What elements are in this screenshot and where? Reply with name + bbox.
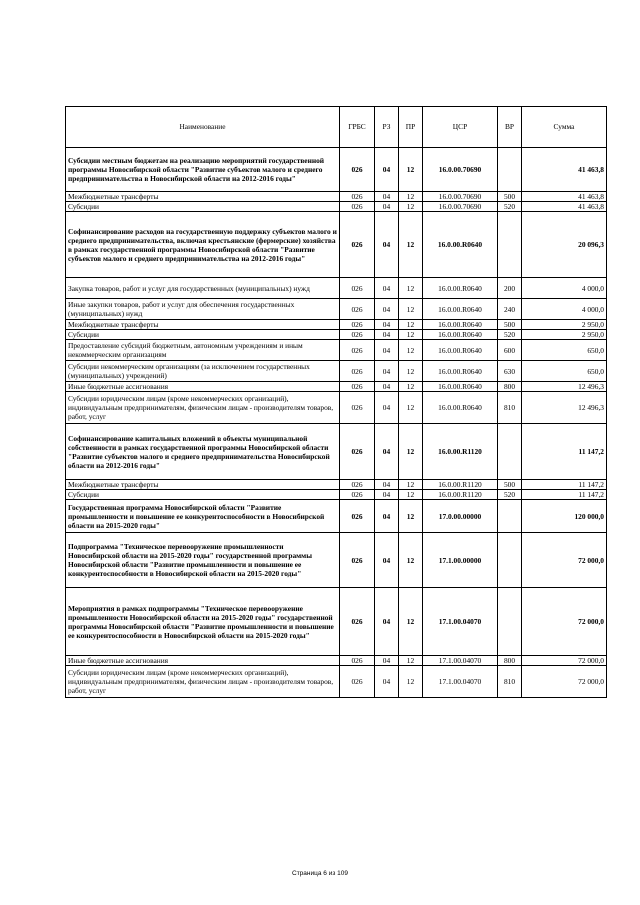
cell-rz: 04: [375, 340, 399, 361]
cell-pr: 12: [399, 340, 423, 361]
cell-name: Субсидии: [66, 202, 340, 212]
cell-csr: 16.0.00.R0640: [423, 212, 498, 278]
cell-csr: 16.0.00.R1120: [423, 490, 498, 500]
cell-grbs: 026: [340, 533, 375, 588]
cell-rz: 04: [375, 490, 399, 500]
cell-rz: 04: [375, 500, 399, 533]
cell-grbs: 026: [340, 278, 375, 299]
cell-rz: 04: [375, 480, 399, 490]
cell-grbs: 026: [340, 656, 375, 666]
cell-name: Иные закупки товаров, работ и услуг для обеспечения государственных (муниципальных) нужд: [66, 299, 340, 320]
cell-name: Софинансирование капитальных вложений в объекты муниципальной собственности в рамках государственной программы Новосибирской области "Развитие субъектов малого и среднего предпринимательства Новосибирской области на 2012-2016 годы": [66, 424, 340, 480]
table-row: [66, 533, 607, 588]
table-row: [66, 392, 607, 424]
cell-name: Межбюджетные трансферты: [66, 480, 340, 490]
cell-rz: 04: [375, 392, 399, 424]
table-row: [66, 212, 607, 278]
cell-rz: 04: [375, 666, 399, 698]
table-body: [66, 148, 607, 698]
table-row: [66, 192, 607, 202]
cell-sum: 4 000,0: [522, 299, 607, 320]
cell-sum: 2 950,0: [522, 330, 607, 340]
cell-pr: 12: [399, 148, 423, 192]
cell-name: Субсидии юридическим лицам (кроме некоммерческих организаций), индивидуальным предпринимателям, физическим лицам - производителям товаров, работ, услуг: [66, 666, 340, 698]
cell-pr: 12: [399, 192, 423, 202]
cell-name: Софинансирование расходов на государственную поддержку субъектов малого и среднего предпринимательства, включая крестьянские (фермерские) хозяйства в рамках государственной программы Новосибирской области "Развитие субъектов малого и среднего предпринимательства на 2012-2016 годы": [66, 212, 340, 278]
cell-csr: 16.0.00.R0640: [423, 299, 498, 320]
table-row: [66, 666, 607, 698]
cell-vr: 800: [498, 656, 522, 666]
cell-csr: 17.1.00.04070: [423, 656, 498, 666]
cell-rz: 04: [375, 361, 399, 382]
table-row: [66, 202, 607, 212]
cell-grbs: 026: [340, 382, 375, 392]
cell-sum: 72 000,0: [522, 666, 607, 698]
cell-csr: 17.1.00.04070: [423, 666, 498, 698]
cell-grbs: 026: [340, 490, 375, 500]
table-row: [66, 656, 607, 666]
cell-vr: 800: [498, 382, 522, 392]
cell-sum: 11 147,2: [522, 490, 607, 500]
cell-sum: 12 496,3: [522, 382, 607, 392]
cell-rz: 04: [375, 320, 399, 330]
cell-sum: 120 000,0: [522, 500, 607, 533]
cell-vr: [498, 500, 522, 533]
cell-pr: 12: [399, 666, 423, 698]
cell-pr: 12: [399, 500, 423, 533]
cell-grbs: 026: [340, 588, 375, 656]
cell-sum: 72 000,0: [522, 656, 607, 666]
table-row: [66, 490, 607, 500]
cell-csr: 16.0.00.R0640: [423, 361, 498, 382]
cell-grbs: 026: [340, 666, 375, 698]
cell-grbs: 026: [340, 392, 375, 424]
cell-rz: 04: [375, 656, 399, 666]
cell-vr: 810: [498, 392, 522, 424]
cell-grbs: 026: [340, 361, 375, 382]
table-row: [66, 480, 607, 490]
cell-csr: 16.0.00.70690: [423, 192, 498, 202]
cell-name: Иные бюджетные ассигнования: [66, 382, 340, 392]
table-row: [66, 278, 607, 299]
cell-vr: [498, 148, 522, 192]
cell-name: Межбюджетные трансферты: [66, 192, 340, 202]
cell-grbs: 026: [340, 299, 375, 320]
cell-grbs: 026: [340, 424, 375, 480]
cell-vr: 630: [498, 361, 522, 382]
table-row: [66, 588, 607, 656]
cell-rz: 04: [375, 202, 399, 212]
cell-name: Субсидии: [66, 330, 340, 340]
column-header-rz: РЗ: [375, 107, 399, 148]
column-header-grbs: ГРБС: [340, 107, 375, 148]
cell-grbs: 026: [340, 480, 375, 490]
cell-pr: 12: [399, 424, 423, 480]
cell-sum: 650,0: [522, 340, 607, 361]
cell-rz: 04: [375, 533, 399, 588]
cell-csr: 16.0.00.70690: [423, 148, 498, 192]
column-header-sum: Сумма: [522, 107, 607, 148]
table-row: [66, 148, 607, 192]
table-row: [66, 382, 607, 392]
cell-vr: [498, 424, 522, 480]
cell-vr: 520: [498, 330, 522, 340]
cell-rz: 04: [375, 424, 399, 480]
cell-vr: [498, 533, 522, 588]
cell-csr: 16.0.00.R0640: [423, 382, 498, 392]
table-row: [66, 299, 607, 320]
cell-pr: 12: [399, 588, 423, 656]
cell-sum: 11 147,2: [522, 480, 607, 490]
cell-name: Субсидии: [66, 490, 340, 500]
cell-pr: 12: [399, 320, 423, 330]
cell-sum: 4 000,0: [522, 278, 607, 299]
cell-vr: 500: [498, 192, 522, 202]
cell-csr: 17.0.00.00000: [423, 500, 498, 533]
cell-pr: 12: [399, 212, 423, 278]
cell-grbs: 026: [340, 320, 375, 330]
cell-pr: 12: [399, 490, 423, 500]
column-header-vr: ВР: [498, 107, 522, 148]
cell-rz: 04: [375, 588, 399, 656]
cell-csr: 17.1.00.04070: [423, 588, 498, 656]
cell-rz: 04: [375, 148, 399, 192]
cell-vr: 240: [498, 299, 522, 320]
cell-grbs: 026: [340, 212, 375, 278]
cell-sum: 650,0: [522, 361, 607, 382]
cell-pr: 12: [399, 202, 423, 212]
cell-vr: 500: [498, 320, 522, 330]
cell-name: Подпрограмма "Техническое перевооружение промышленности Новосибирской области на 2015-2020 годы" государственной программы Новосибирской области "Развитие промышленности и повышение ее конкурентоспособности в Новосибирской области на 2015-2020 годы": [66, 533, 340, 588]
cell-name: Иные бюджетные ассигнования: [66, 656, 340, 666]
cell-name: Субсидии некоммерческим организациям (за исключением государственных (муниципальных) учреждений): [66, 361, 340, 382]
cell-csr: 16.0.00.70690: [423, 202, 498, 212]
cell-pr: 12: [399, 533, 423, 588]
cell-grbs: 026: [340, 202, 375, 212]
cell-pr: 12: [399, 330, 423, 340]
cell-sum: 72 000,0: [522, 533, 607, 588]
cell-name: Межбюджетные трансферты: [66, 320, 340, 330]
cell-pr: 12: [399, 361, 423, 382]
cell-sum: 12 496,3: [522, 392, 607, 424]
cell-csr: 16.0.00.R1120: [423, 424, 498, 480]
cell-pr: 12: [399, 382, 423, 392]
cell-csr: 16.0.00.R0640: [423, 320, 498, 330]
cell-rz: 04: [375, 192, 399, 202]
cell-grbs: 026: [340, 330, 375, 340]
cell-rz: 04: [375, 278, 399, 299]
cell-csr: 16.0.00.R0640: [423, 278, 498, 299]
cell-pr: 12: [399, 480, 423, 490]
cell-name: Предоставление субсидий бюджетным, автономным учреждениям и иным некоммерческим организациям: [66, 340, 340, 361]
cell-vr: 200: [498, 278, 522, 299]
cell-pr: 12: [399, 299, 423, 320]
cell-sum: 72 000,0: [522, 588, 607, 656]
cell-name: Мероприятия в рамках подпрограммы "Техническое перевооружение промышленности Новосибирской области на 2015-2020 годы" государственной программы Новосибирской области "Развитие промышленности и повышение ее конкурентоспособности в Новосибирской области на 2015-2020 годы": [66, 588, 340, 656]
column-header-csr: ЦСР: [423, 107, 498, 148]
table-row: [66, 320, 607, 330]
cell-rz: 04: [375, 299, 399, 320]
cell-pr: 12: [399, 392, 423, 424]
cell-name: Государственная программа Новосибирской области "Развитие промышленности и повышение ее конкурентоспособности в Новосибирской области на 2015-2020 годы": [66, 500, 340, 533]
cell-sum: 41 463,8: [522, 202, 607, 212]
table-row: [66, 340, 607, 361]
cell-vr: 520: [498, 490, 522, 500]
cell-grbs: 026: [340, 500, 375, 533]
cell-vr: 600: [498, 340, 522, 361]
table-header-row: [66, 107, 607, 148]
cell-sum: 2 950,0: [522, 320, 607, 330]
cell-vr: [498, 588, 522, 656]
cell-grbs: 026: [340, 148, 375, 192]
cell-rz: 04: [375, 382, 399, 392]
cell-vr: 810: [498, 666, 522, 698]
cell-sum: 41 463,8: [522, 192, 607, 202]
cell-pr: 12: [399, 278, 423, 299]
column-header-name: Наименование: [66, 107, 340, 148]
table-row: [66, 361, 607, 382]
cell-csr: 16.0.00.R0640: [423, 392, 498, 424]
cell-csr: 16.0.00.R0640: [423, 340, 498, 361]
column-header-pr: ПР: [399, 107, 423, 148]
cell-vr: 520: [498, 202, 522, 212]
cell-rz: 04: [375, 212, 399, 278]
table-row: [66, 424, 607, 480]
cell-vr: 500: [498, 480, 522, 490]
cell-csr: 16.0.00.R1120: [423, 480, 498, 490]
cell-vr: [498, 212, 522, 278]
cell-sum: 41 463,8: [522, 148, 607, 192]
cell-pr: 12: [399, 656, 423, 666]
cell-csr: 17.1.00.00000: [423, 533, 498, 588]
table-row: [66, 330, 607, 340]
cell-grbs: 026: [340, 192, 375, 202]
cell-csr: 16.0.00.R0640: [423, 330, 498, 340]
cell-name: Закупка товаров, работ и услуг для государственных (муниципальных) нужд: [66, 278, 340, 299]
cell-grbs: 026: [340, 340, 375, 361]
cell-sum: 20 096,3: [522, 212, 607, 278]
table-row: [66, 500, 607, 533]
cell-name: Субсидии юридическим лицам (кроме некоммерческих организаций), индивидуальным предпринимателям, физическим лицам - производителям товаров, работ, услуг: [66, 392, 340, 424]
cell-rz: 04: [375, 330, 399, 340]
cell-name: Субсидии местным бюджетам на реализацию мероприятий государственной программы Новосибирской области "Развитие субъектов малого и среднего предпринимательства в Новосибирской области на 2012-2016 годы": [66, 148, 340, 192]
budget-table: [65, 106, 607, 698]
page-number-footer: Страница 6 из 109: [292, 870, 348, 877]
cell-sum: 11 147,2: [522, 424, 607, 480]
